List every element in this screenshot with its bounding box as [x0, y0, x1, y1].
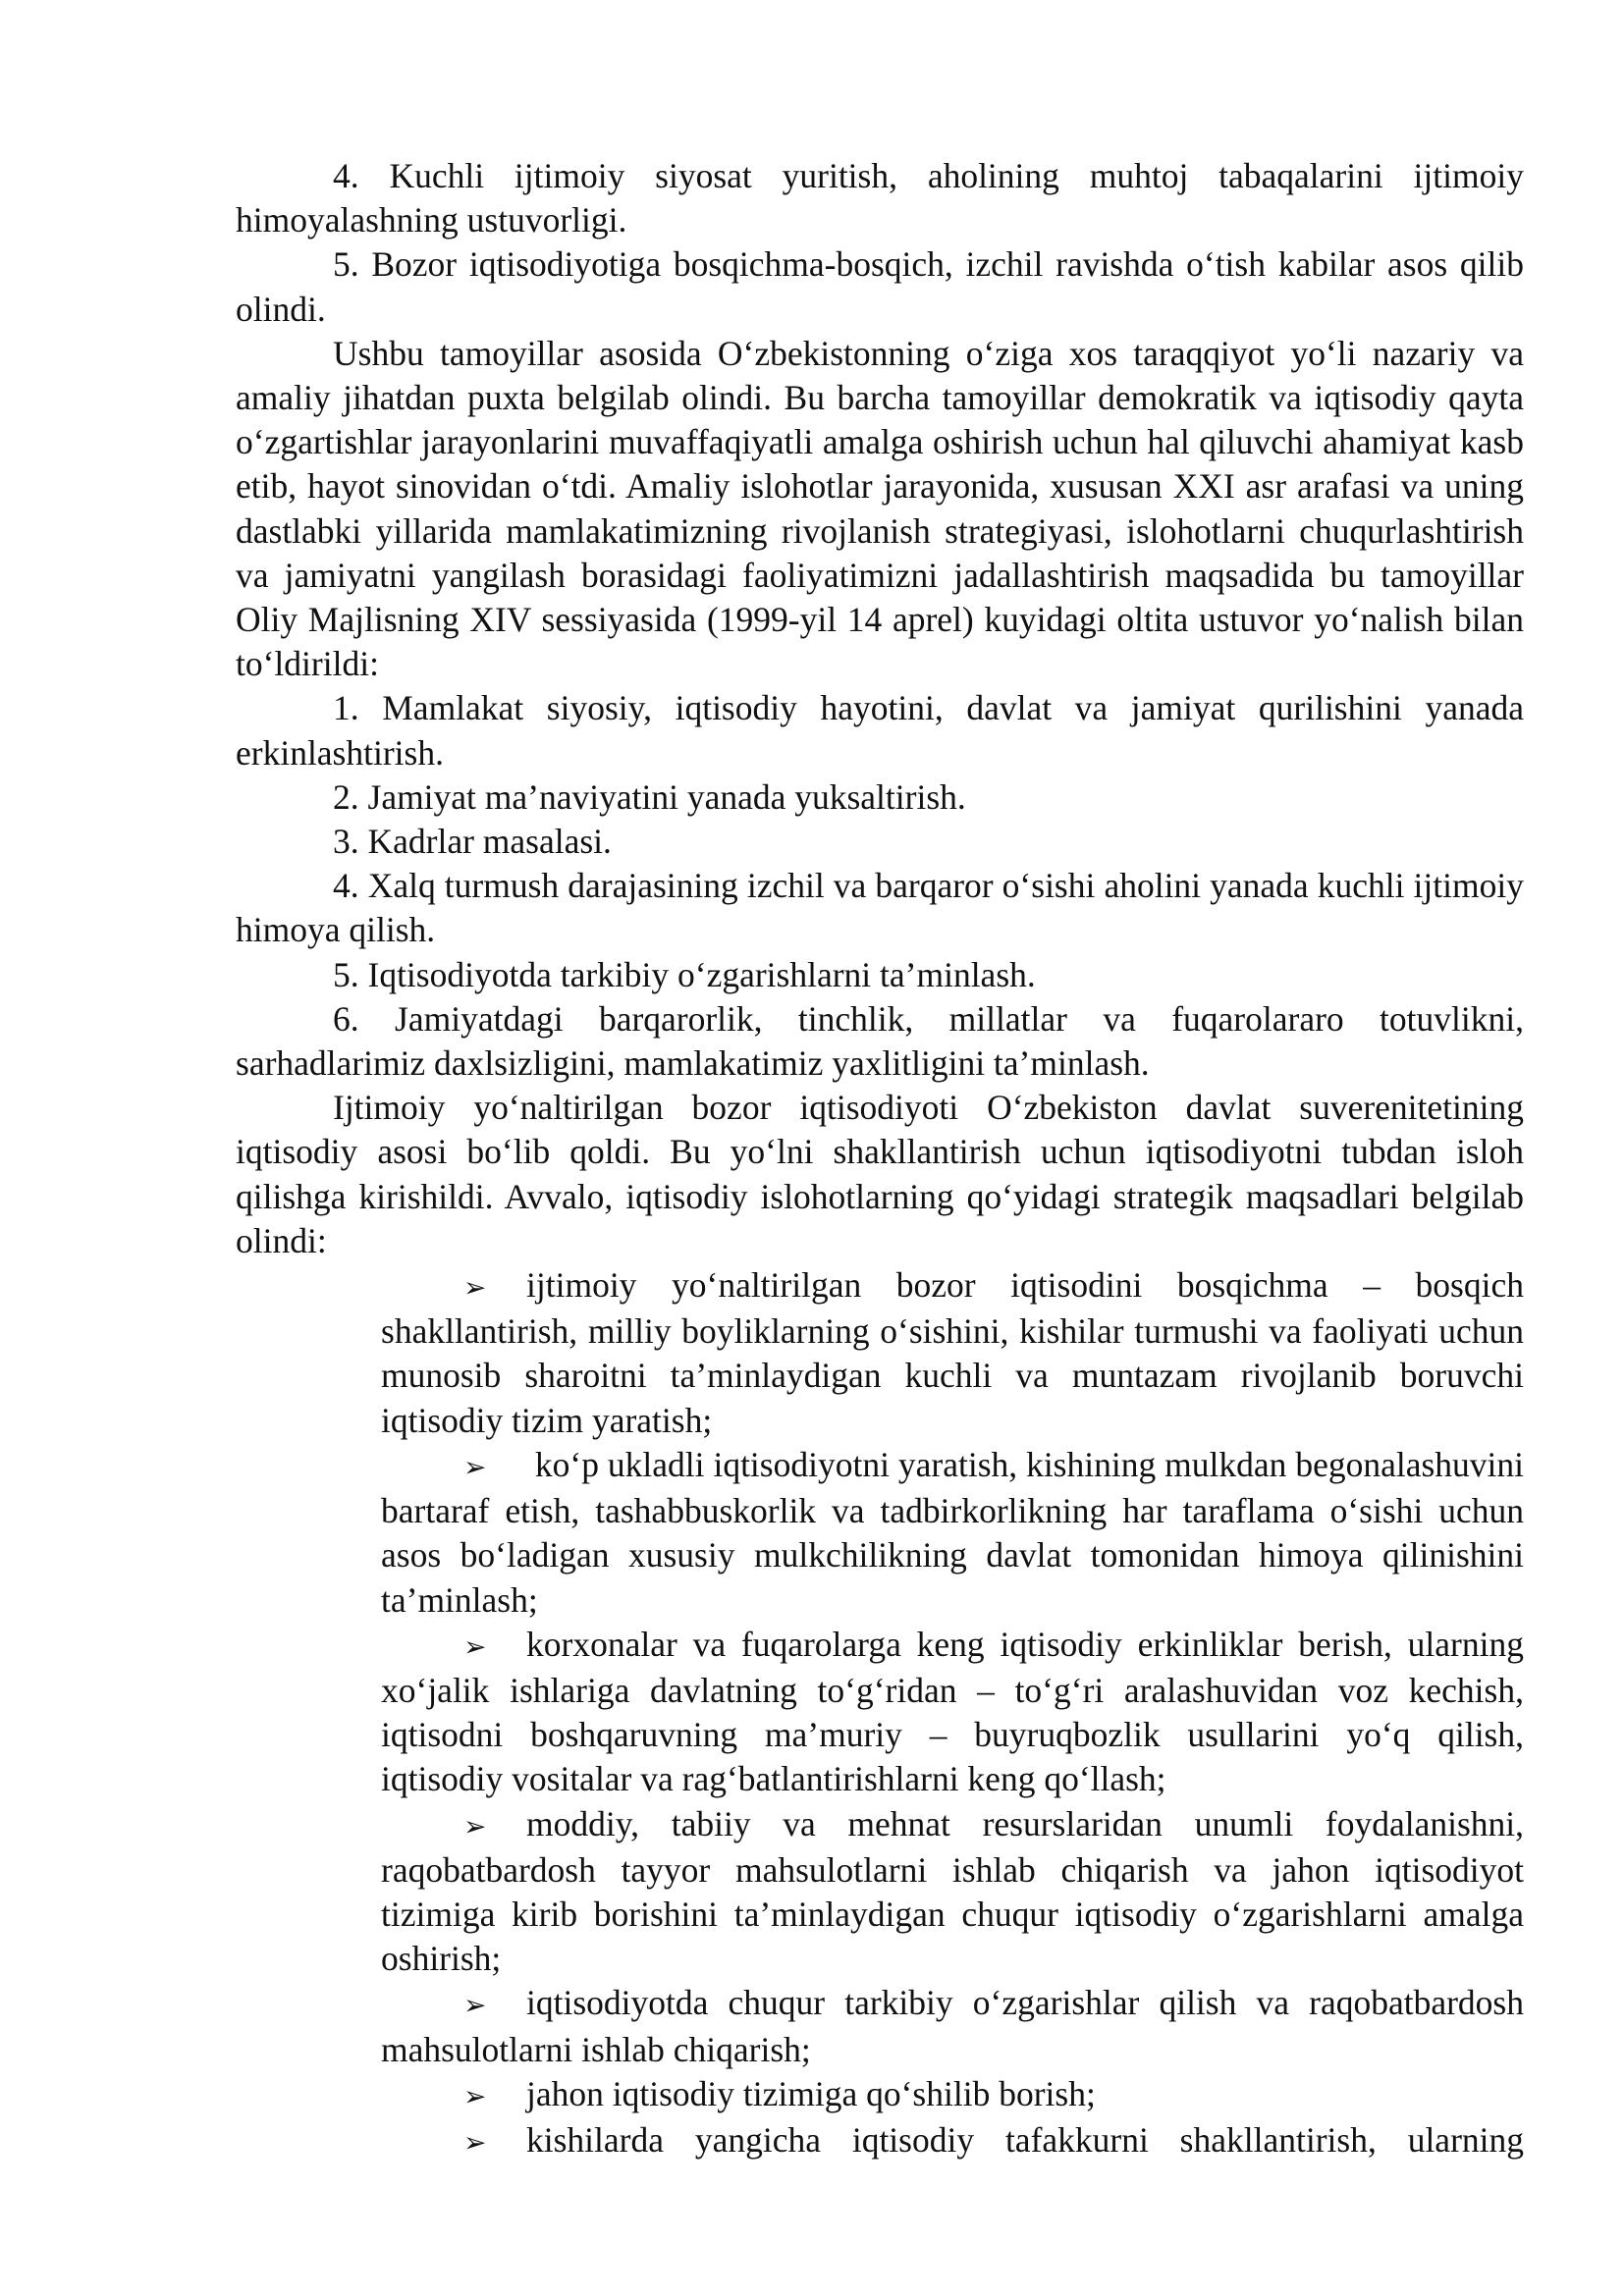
- goal-text: jahon iqtisodiy tizimiga qo‘shilib borish;: [526, 2073, 1096, 2113]
- arrow-bullet-icon: ➢: [463, 2079, 487, 2112]
- goal-text: ijtimoiy yo‘naltirilgan bozor iqtisodini bosqichma – bosqich shakllantirish, milliy boyliklarning o‘sishini, kishilar turmushi va faoliyati uchun munosib sharoitni ta’minlaydigan kuchli va muntazam rivojlanib boruvchi iqtisodiy tizim yaratish;: [381, 1265, 1524, 1440]
- goal-text: korxonalar va fuqarolarga keng iqtisodiy erkinliklar berish, ularning xo‘jalik ishlariga davlatning to‘g‘ridan – to‘g‘ri aralashuvidan voz kechish, iqtisodni boshqaruvning ma’muriy – buyruqbozlik usullarini yo‘q qilish, iqtisodiy vositalar va rag‘batlantirishlarni keng qo‘llash;: [381, 1624, 1524, 1799]
- goal-item: [381, 1443, 1524, 1623]
- goal-text: ko‘p ukladli iqtisodiyotni yaratish, kishining mulkdan begonalashuvini bartaraf etish, tashabbuskorlik va tadbirkorlikning har taraflama o‘sishi uchun asos bo‘ladigan xususiy mulkchilikning davlat tomonidan himoya qilinishini ta’minlash;: [381, 1444, 1524, 1620]
- intro-item-5: 5. Bozor iqtisodiyotiga bosqichma-bosqich, izchil ravishda o‘tish kabilar asos qilib olindi.: [236, 244, 1524, 329]
- priority-item-1: 1. Mamlakat siyosiy, iqtisodiy hayotini, davlat va jamiyat qurilishini yanada erkinlashtirish.: [236, 688, 1524, 773]
- strategic-goals-list: [381, 1263, 1524, 2164]
- arrow-bullet-icon: ➢: [463, 1271, 487, 1305]
- goal-text: iqtisodiyotda chuqur tarkibiy o‘zgarishlar qilish va raqobatbardosh mahsulotlarni ishlab chiqarish;: [381, 1983, 1524, 2069]
- goal-item: [381, 1981, 1524, 2071]
- goal-item: [381, 1263, 1524, 1443]
- arrow-bullet-icon: ➢: [463, 1450, 487, 1483]
- paragraph-market-economy: Ijtimoiy yo‘naltirilgan bozor iqtisodiyoti O‘zbekiston davlat suverenitetining iqtisodiy asosi bo‘lib qoldi. Bu yo‘lni shakllantirish uchun iqtisodiyotni tubdan isloh qilishga kirishildi. Avvalo, iqtisodiy islohotlarning qo‘yidagi strategik maqsadlari belgilab olindi:: [236, 1088, 1524, 1260]
- arrow-bullet-icon: ➢: [463, 1989, 487, 2022]
- arrow-bullet-icon: ➢: [463, 1629, 487, 1663]
- goal-text: kishilarda yangicha iqtisodiy tafakkurni shakllantirish, ularning: [526, 2119, 1524, 2160]
- goal-item: [381, 2118, 1524, 2164]
- arrow-bullet-icon: ➢: [463, 1809, 487, 1842]
- intro-item-4: 4. Kuchli ijtimoiy siyosat yuritish, aholining muhtoj tabaqalarini ijtimoiy himoyalashning ustuvorligi.: [236, 156, 1524, 240]
- arrow-bullet-icon: ➢: [463, 2125, 487, 2159]
- goal-item: [381, 2072, 1524, 2118]
- goal-item: [381, 1802, 1524, 1982]
- priority-item-5: 5. Iqtisodiyotda tarkibiy o‘zgarishlarni ta’minlash.: [333, 954, 1036, 994]
- priority-item-2: 2. Jamiyat ma’naviyatini yanada yuksaltirish.: [333, 776, 966, 817]
- priority-item-6: 6. Jamiyatdagi barqarorlik, tinchlik, millatlar va fuqarolararo totuvlikni, sarhadlarimiz daxlsizligini, mamlakatimiz yaxlitligini ta’minlash.: [236, 998, 1524, 1084]
- paragraph-principles: Ushbu tamoyillar asosida O‘zbekistonning o‘ziga xos taraqqiyot yo‘li nazariy va amaliy jihatdan puxta belgilab olindi. Bu barcha tamoyillar demokratik va iqtisodiy qayta o‘zgartishlar jarayonlarini muvaffaqiyatli amalga oshirish uchun hal qiluvchi ahamiyat kasb etib, hayot sinovidan o‘tdi. Amaliy islohotlar jarayonida, xususan XXI asr arafasi va uning dastlabki yillarida mamlakatimizning rivojlanish strategiyasi, islohotlarni chuqurlashtirish va jamiyatni yangilash borasidagi faoliyatimizni jadallashtirish maqsadida bu tamoyillar Oliy Majlisning XIV sessiyasida (1999-yil 14 aprel) kuyidagi oltita ustuvor yo‘nalish bilan to‘ldirildi:: [236, 333, 1524, 684]
- goal-text: moddiy, tabiiy va mehnat resurslaridan unumli foydalanishni, raqobatbardosh tayyor mahsulotlarni ishlab chiqarish va jahon iqtisodiyot tizimiga kirib borishini ta’minlaydigan chuqur iqtisodiy o‘zgarishlarni amalga oshirish;: [381, 1803, 1524, 1979]
- goal-item: [381, 1623, 1524, 1802]
- document-page: [236, 154, 1524, 2164]
- priority-item-3: 3. Kadrlar masalasi.: [333, 822, 612, 862]
- priority-item-4: 4. Xalq turmush darajasining izchil va barqaror o‘sishi aholini yanada kuchli ijtimoiy himoya qilish.: [236, 866, 1524, 950]
